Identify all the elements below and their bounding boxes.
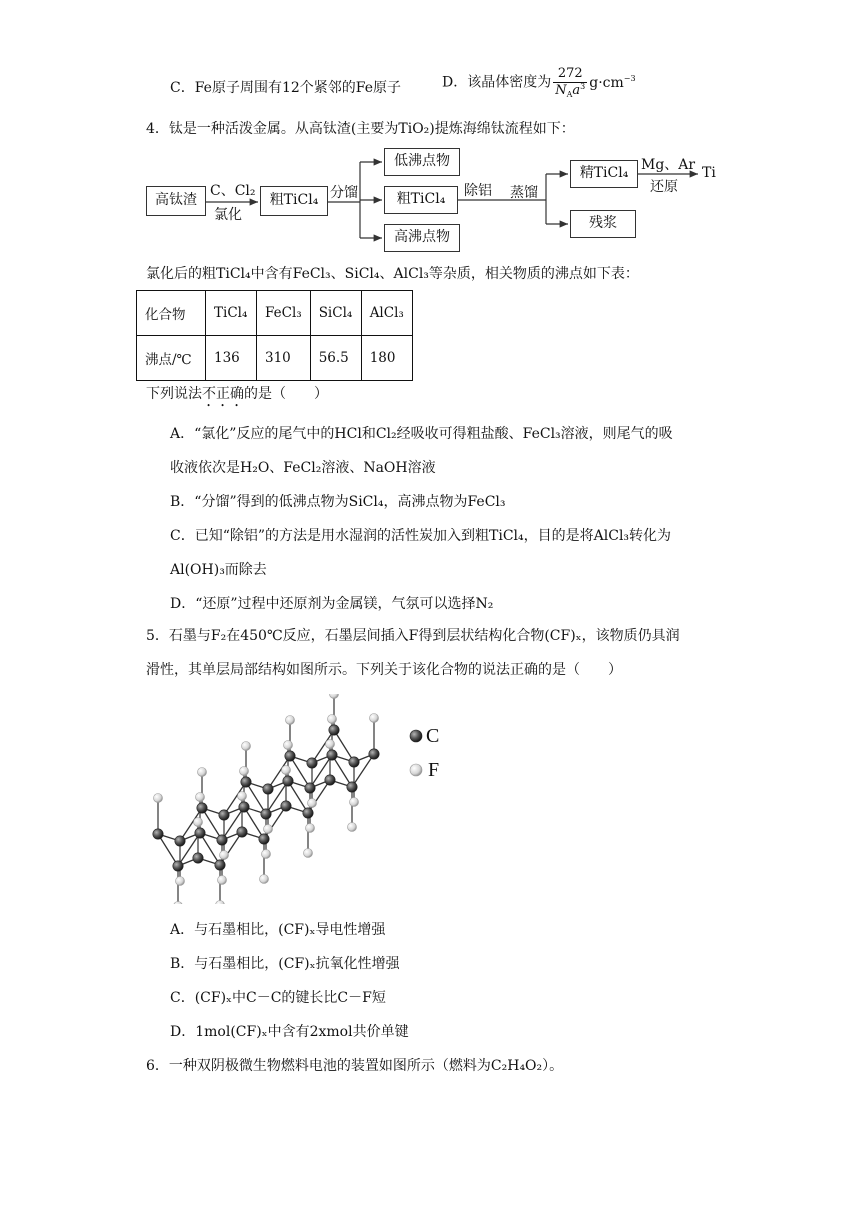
carbon-atom: [219, 810, 229, 820]
carbon-atom: [217, 835, 227, 845]
fluorine-atom: [326, 740, 335, 749]
fluorine-atom: [262, 850, 271, 859]
lattice-exponent: 3: [580, 82, 586, 91]
carbon-atom: [285, 751, 295, 761]
q5-option-c: C．(CF)ₓ中C－C的键长比C－F短: [170, 990, 386, 1006]
label-mg-ar: Mg、Ar: [641, 157, 696, 173]
fluorine-atom: [308, 799, 317, 808]
fluorine-legend-label: F: [428, 759, 440, 781]
carbon-atom: [237, 827, 247, 837]
density-unit-text: g·cm: [589, 74, 624, 91]
fluorine-atom: [284, 741, 293, 750]
fluorine-atom: [286, 716, 295, 725]
carbon-atom: [329, 725, 339, 735]
fluorine-atom: [218, 876, 227, 885]
carbon-atom: [305, 783, 315, 793]
q4-intro: 氯化后的粗TiCl₄中含有FeCl₃、SiCl₄、AlCl₃等杂质，相关物质的沸点如下表：: [146, 266, 639, 282]
q4-option-c-line1: C．已知“除铝”的方法是用水湿润的活性炭加入到粗TiCl₄，目的是将AlCl₃转化为: [170, 528, 672, 544]
carbon-atom: [281, 801, 291, 811]
fluorine-atom: [304, 849, 313, 858]
q5-stem-line2: 滑性，其单层局部结构如图所示。下列关于该化合物的说法正确的是（ ）: [146, 662, 622, 678]
label-reduction: 还原: [650, 179, 678, 195]
q4-number: 4．: [146, 121, 169, 137]
fluorine-atom: [240, 767, 249, 776]
carbon-atom: [347, 782, 357, 792]
carbon-atom: [307, 758, 317, 768]
label-reagents: C、Cl₂: [210, 183, 256, 199]
avogadro-symbol: N: [555, 83, 567, 98]
q5-option-d: D．1mol(CF)ₓ中含有2xmol共价单键: [170, 1024, 409, 1040]
table-cell: 136: [206, 336, 257, 381]
carbon-atom: [153, 829, 163, 839]
fluorine-atom: [198, 768, 207, 777]
fluorine-atom: [216, 901, 225, 905]
fluorine-atom: [174, 902, 183, 905]
q4-option-a-line1: A．“氯化”反应的尾气中的HCl和Cl₂经吸收可得粗盐酸、FeCl₃溶液，则尾气的吸: [170, 426, 673, 442]
q4-option-a-line2: 收液依次是H₂O、FeCl₂溶液、NaOH溶液: [170, 460, 436, 476]
carbon-atom: [215, 860, 225, 870]
q3-option-c: C．Fe原子周围有12个紧邻的Fe原子: [170, 80, 401, 96]
fluorine-atom: [242, 742, 251, 751]
fluorine-atom: [348, 823, 357, 832]
box-low-boiling: 低沸点物: [384, 148, 460, 176]
label-ti-product: Ti: [702, 165, 716, 181]
carbon-atom: [349, 757, 359, 767]
box-crude-ticl4-2: 粗TiCl₄: [384, 186, 458, 214]
carbon-atom: [173, 861, 183, 871]
q4-option-c-line2: Al(OH)₃而除去: [170, 562, 267, 578]
table-row: [137, 336, 413, 381]
cf-lattice-diagram: [140, 694, 380, 904]
carbon-atom: [239, 802, 249, 812]
fluorine-atom: [306, 824, 315, 833]
q4-option-d: D．“还原”过程中还原剂为金属镁，气氛可以选择N₂: [170, 596, 494, 612]
density-numerator: 272: [553, 66, 587, 83]
q6-stem: 6．一种双阴极微生物燃料电池的装置如图所示（燃料为C₂H₄O₂）。: [146, 1058, 564, 1074]
boiling-point-table: [136, 290, 413, 381]
carbon-atom: [327, 750, 337, 760]
q5-stem-line1: 5．石墨与F₂在450℃反应，石墨层间插入F得到层状结构化合物(CF)ₓ，该物质仍具润: [146, 628, 680, 644]
label-chlorination: 氯化: [214, 207, 242, 223]
carbon-atom: [195, 828, 205, 838]
flowchart-arrows: [0, 0, 860, 260]
table-header-boiling-point: 沸点/℃: [137, 336, 206, 381]
box-refined-ticl4: 精TiCl₄: [570, 160, 638, 188]
fluorine-atom: [176, 877, 185, 886]
q5-option-a: A．与石墨相比，(CF)ₓ导电性增强: [170, 922, 386, 938]
carbon-legend-icon: [408, 728, 424, 744]
label-distillation: 蒸馏: [510, 185, 538, 201]
fluorine-atom: [220, 851, 229, 860]
fluorine-atom: [196, 793, 205, 802]
label-aluminum-removal: 除铝: [464, 183, 492, 199]
carbon-atom: [369, 749, 379, 759]
table-cell: 180: [361, 336, 412, 381]
table-cell: FeCl₃: [257, 291, 311, 336]
fluorine-atom: [154, 794, 163, 803]
carbon-legend-label: C: [426, 725, 440, 747]
q4-question-pre: 下列说法: [146, 386, 202, 402]
fluorine-atom: [350, 798, 359, 807]
q5-option-b: B．与石墨相比，(CF)ₓ抗氧化性增强: [170, 956, 400, 972]
table-cell: SiCl₄: [310, 291, 361, 336]
q3-option-d-text: D．该晶体密度为: [442, 74, 552, 91]
table-row: [137, 291, 413, 336]
fluorine-legend-icon: [408, 762, 424, 778]
lattice-group: [153, 694, 379, 904]
table-cell: AlCl₃: [361, 291, 412, 336]
carbon-atom: [175, 836, 185, 846]
carbon-atom: [303, 808, 313, 818]
table-header-compound: 化合物: [137, 291, 206, 336]
box-residue: 残浆: [570, 210, 636, 238]
carbon-atom: [259, 834, 269, 844]
fluorine-atom: [194, 818, 203, 827]
table-cell: TiCl₄: [206, 291, 257, 336]
q4-option-b: B．“分馏”得到的低沸点物为SiCl₄，高沸点物为FeCl₃: [170, 494, 506, 510]
fluorine-atom: [370, 714, 379, 723]
carbon-atom: [325, 775, 335, 785]
q4-stem-text: 钛是一种活泼金属。从高钛渣(主要为TiO₂)提炼海绵钛流程如下：: [168, 121, 575, 137]
q4-question: [146, 384, 328, 410]
fluorine-atom: [282, 766, 291, 775]
fluorine-atom: [260, 875, 269, 884]
carbon-atom: [261, 809, 271, 819]
box-high-boiling: 高沸点物: [384, 224, 460, 252]
carbon-atom: [283, 776, 293, 786]
q4-question-post: 的是（ ）: [244, 386, 328, 402]
fluorine-atom: [330, 694, 339, 699]
fluorine-atom: [238, 792, 247, 801]
q4-question-emphasis: 不正确: [202, 386, 244, 402]
table-cell: 310: [257, 336, 311, 381]
fluorine-atom: [328, 715, 337, 724]
lattice-constant: a: [572, 83, 581, 98]
fluorine-atom: [264, 825, 273, 834]
label-fractionation: 分馏: [330, 185, 358, 201]
carbon-atom: [193, 853, 203, 863]
box-crude-ticl4-1: 粗TiCl₄: [260, 186, 328, 216]
table-cell: 56.5: [310, 336, 361, 381]
carbon-atom: [241, 777, 251, 787]
carbon-atom: [263, 784, 273, 794]
density-unit-exponent: −3: [623, 73, 636, 83]
carbon-atom: [197, 803, 207, 813]
box-titanium-slag: 高钛渣: [146, 186, 206, 216]
avogadro-subscript: A: [566, 90, 573, 99]
